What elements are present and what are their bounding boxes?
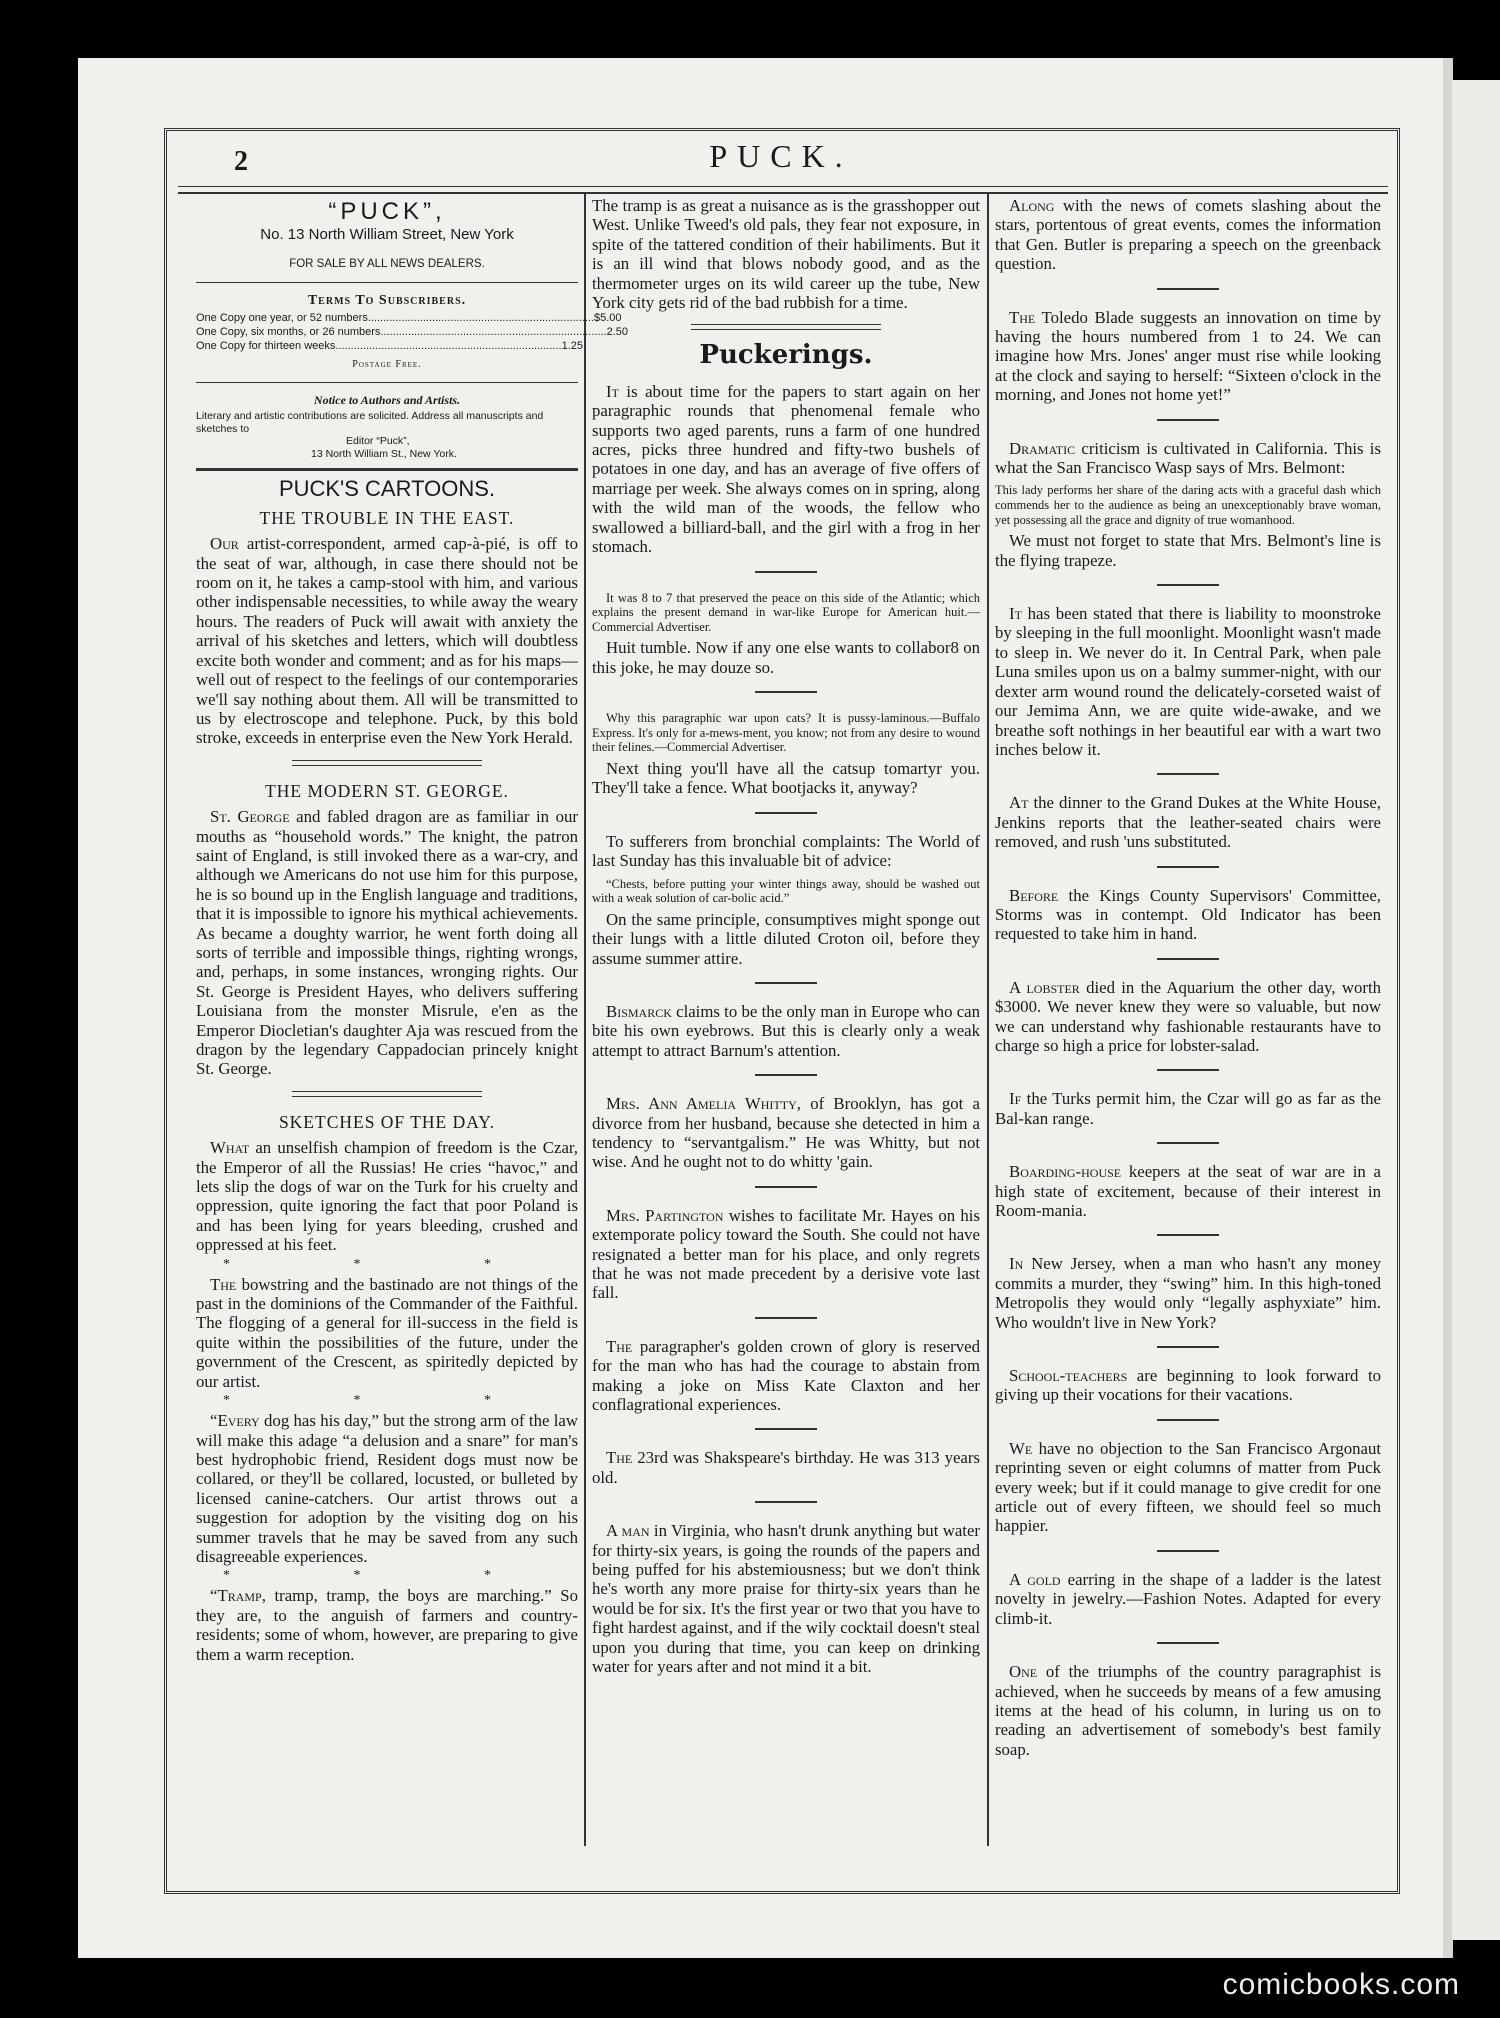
star-separator: * * * [223, 1393, 551, 1409]
term-label: One Copy one year, or 52 numbers [196, 311, 368, 324]
notice-address: 13 North William St., New York. [311, 447, 457, 460]
article-paragraph [995, 1162, 1381, 1220]
paragraph-text: an unselfish champion of freedom is the Czar, the Emperor of all the Russias! He cries “havoc,” and lets slip the dogs of war on the Turk for his cruelty and oppression, quite ignoring the fact that poor Poland is and has been lying for years bleeding, crushed and oppressed at his feet. [196, 1138, 578, 1255]
divider [755, 1501, 817, 1503]
divider [755, 571, 817, 573]
term-price: 2.50 [606, 325, 629, 338]
divider [755, 1074, 817, 1076]
paragraph-text: 23rd was Shakspeare's birthday. He was 313 years old. [592, 1448, 980, 1487]
lead-word: If [1009, 1089, 1022, 1109]
star-separator: * * * [223, 1256, 551, 1272]
term-price: 1.25 [561, 339, 583, 352]
paragraph-text: is about time for the papers to start again on her paragraphic rounds that phenomenal female who supports two aged parents, runs a farm of one hundred acres, picks three hundred and fifty-two bushels of potatoes in one day, and has an average of five offers of marriage per week. She always comes on in spring, along with the wild man of the woods, the fellow who swallowed a billiard-ball, and the girl with a frog in her stomach. [592, 381, 980, 557]
column-rule-1 [584, 192, 586, 1846]
article-paragraph [995, 978, 1381, 1056]
paragraph-text: bowstring and the bastinado are not things of the past in the dominions of the Commander of the Faithful. The flogging of a general for ill-success in the field is quite within the possibilities of the future, under the government of the Crescent, as spiritedly depicted by our artist. [196, 1274, 578, 1391]
paragraph-text: has been stated that there is liability to moonstroke by sleeping in the full moonlight. Moonlight wasn't made to sleep in. We never do it. In Central Park, when pale Luna smiles upon us on a balmy summer-night, with our dexter arm wound round the delicately-corseted waist of our Jemima Ann, we are quite wide-awake, and we breathe soft nothings in her beautiful ear with a wart two inches below it. [995, 604, 1381, 759]
lead-word: Along [1009, 196, 1055, 215]
paragraph-text: artist-correspondent, armed cap-à-pié, is off to the seat of war, although, in case there should not be room on it, he takes a camp-stool with him, and various other indispensable necessities, to while away the weary hours. The readers of Puck will await with anxiety the arrival of his sketches and letters, which will doubtless excite both wonder and comment; and as for his maps—well out of respect to the feelings of our contemporaries we'll say nothing about them. All will be transmitted to us by electroscope and telephone. Puck, by this bold stroke, exceeds in enterprise even the New York Herald. [196, 534, 578, 748]
divider [1157, 1550, 1219, 1552]
divider [1157, 584, 1219, 586]
divider [1157, 288, 1219, 290]
lead-word: One [1009, 1662, 1038, 1682]
lead-word: At [1009, 793, 1029, 813]
leader-dots: .......................................................................... [335, 339, 562, 352]
paragraph-text: have no objection to the San Francisco Argonaut reprinting seven or eight columns of matter from Puck every week; but if it could manage to give credit for one article out of every fifteen, we should feel so much happier. [995, 1438, 1381, 1536]
article-paragraph [592, 382, 980, 557]
article-paragraph [196, 1411, 578, 1566]
article-paragraph [995, 1089, 1381, 1128]
masthead-address: No. 13 North William Street, New York [260, 226, 514, 244]
divider [1157, 1346, 1219, 1348]
paragraph-text: criticism is cultivated in California. This is what the San Francisco Wasp says of Mrs. Belmont: [995, 438, 1381, 478]
star-separator: * * * [223, 1568, 551, 1584]
quoted-item: It was 8 to 7 that preserved the peace on this side of the Atlantic; which explains the present demand in war-like Europe for American huit.—Commercial Advertiser. [592, 590, 980, 634]
lead-word: We [1009, 1438, 1033, 1458]
lead-word: A gold [1009, 1569, 1061, 1589]
lead-word: A lobster [1009, 977, 1080, 997]
lead-word: Before [1009, 885, 1059, 905]
article-paragraph [196, 1586, 578, 1664]
paragraph-text: Toledo Blade suggests an innovation on time by having the hours numbered from 1 to 24. We can imagine how Mrs. Jones' anger must rise while looking at the clock and saying to herself: “Sixteen o'clock in the morning, and Jones not home yet!” [995, 307, 1381, 405]
paragraph-text: are beginning to look forward to giving up their vocations for their vacations. [995, 1366, 1381, 1405]
divider [1157, 958, 1219, 960]
puckerings-heading: Puckerings. [699, 340, 873, 371]
lead-word: School-teachers [1009, 1366, 1128, 1386]
paragraph-text: in Virginia, who hasn't drunk anything but water for thirty-six years, is going the rounds of the papers and being puffed for his abstemiousness; but we don't think he's worth any more praise for thirty-six years than he would be for six. It's the first year or two that you have to fight hardest against, and if the wily cocktail doesn't steal upon you during that time, you can keep on drinking water for years after and not mind it a bit. [592, 1521, 980, 1677]
divider [1157, 1069, 1219, 1071]
lead-word: St. George [210, 807, 290, 827]
article-paragraph [995, 793, 1381, 851]
divider [292, 1091, 482, 1097]
lead-word: Bismarck [606, 1001, 672, 1021]
lead-word: Boarding-house [1009, 1162, 1122, 1182]
divider [196, 382, 578, 383]
article-paragraph [196, 1275, 578, 1391]
term-row [196, 339, 583, 353]
lead-word: What [210, 1138, 250, 1158]
divider [292, 760, 482, 766]
page-number: 2 [234, 146, 248, 177]
lead-word: The [606, 1336, 633, 1356]
notice-body: Literary and artistic contributions are solicited. Address all manuscripts and sketches to [196, 410, 544, 435]
article-paragraph [995, 308, 1381, 405]
article-paragraph: The tramp is as great a nuisance as is the grasshopper out West. Unlike Tweed's old pals, they fear not exposure, in spite of the tattered condition of their habiliments. But it is an ill wind that blows nobody good, and as the thermometer urges on its wild career up the tube, New York city gets rid of the bad rubbish for a time. [592, 196, 980, 313]
article-paragraph [995, 1662, 1381, 1759]
paragraph-text: New Jersey, when a man who hasn't any money commits a murder, they “swing” him. In this high-toned Metropolis they would only “legally asphyxiate” him. Who wouldn't live in New York? [995, 1254, 1381, 1332]
divider [1157, 1419, 1219, 1421]
quoted-item: “Chests, before putting your winter things away, should be washed out with a weak solution of car-bolic acid.” [592, 876, 980, 906]
article-paragraph [196, 1138, 578, 1254]
paragraph-text: earring in the shape of a ladder is the latest novelty in jewelry.—Fashion Notes. Adapted for every climb-it. [995, 1569, 1381, 1628]
article-paragraph [995, 1570, 1381, 1628]
article-paragraph [592, 1206, 980, 1303]
divider [755, 982, 817, 984]
next-page-edge [1452, 80, 1500, 1940]
paragraph-text: wishes to facilitate Mr. Hayes on his extemporate policy toward the South. She could not have resignated a better man for his place, and only regrets that he was not made precedent by a derisive vote last fall. [592, 1205, 980, 1303]
section-heading: THE TROUBLE IN THE EAST. [259, 507, 515, 528]
article-paragraph [995, 1366, 1381, 1405]
article-paragraph [995, 604, 1381, 759]
lead-word: It [606, 381, 619, 401]
article-paragraph: We must not forget to state that Mrs. Belmont's line is the flying trapeze. [995, 531, 1381, 570]
divider [196, 468, 578, 471]
lead-word: The [1009, 307, 1036, 327]
divider [1157, 1142, 1219, 1144]
lead-word: Dramatic [1009, 438, 1076, 458]
article-paragraph: Huit tumble. Now if any one else wants to collabor8 on this joke, he may douze so. [592, 638, 980, 677]
quoted-item: This lady performs her share of the daring acts with a graceful dash which commends her to the audience as being an unexceptionably brave woman, yet possessing all the grace and dignity of true womanhood. [995, 483, 1381, 527]
article-paragraph [592, 1448, 980, 1487]
divider [755, 812, 817, 814]
lead-word: Our [210, 534, 239, 554]
column-3 [995, 196, 1381, 1846]
lead-word: Mrs. Ann Amelia Whitty, [606, 1094, 801, 1114]
article-paragraph [995, 1254, 1381, 1332]
paragraph-text: with the news of comets slashing about the stars, portentous of great events, comes the information that Gen. Butler is preparing a speech on the greenback question. [995, 196, 1381, 274]
masthead-title: “PUCK”, [328, 198, 446, 225]
paragraph-text: the Kings County Supervisors' Committee, Storms was in contempt. Old Indicator has been requested to take him in hand. [995, 885, 1381, 944]
paragraph-text: tramp, tramp, the boys are marching.” So they are, to the anguish of farmers and country-residents; some of whom, however, are preparing to give them a warm reception. [196, 1586, 578, 1664]
lead-word: Mrs. Partington [606, 1205, 724, 1225]
section-heading: THE MODERN ST. GEORGE. [265, 780, 509, 801]
notice-editor: Editor “Puck”, [346, 435, 410, 448]
notice-title: Notice to Authors and Artists. [313, 393, 461, 408]
article-paragraph: To sufferers from bronchial complaints: The World of last Sunday has this invaluable bit of advice: [592, 831, 980, 871]
terms-title: Terms To Subscribers. [307, 293, 467, 309]
column-rule-2 [987, 192, 989, 1846]
column-2 [592, 196, 980, 1846]
quoted-item: Why this paragraphic war upon cats? It is pussy-laminous.—Buffalo Express. It's only for a-mews-ment, you know; not from any desire to wound their felines.—Commercial Advertiser. [592, 711, 980, 755]
article-paragraph [995, 886, 1381, 944]
header-rule [178, 186, 1388, 194]
term-label: One Copy, six months, or 26 numbers [196, 325, 381, 338]
divider [755, 1428, 817, 1430]
term-label: One Copy for thirteen weeks [196, 339, 336, 352]
masthead-dealers: FOR SALE BY ALL NEWS DEALERS. [289, 257, 485, 270]
article-paragraph: Next thing you'll have all the catsup tomartyr you. They'll take a fence. What bootjacks it, anyway? [592, 758, 980, 798]
postage-note: Postage Free. [352, 358, 422, 370]
article-paragraph [995, 1439, 1381, 1536]
cartoons-title: PUCK'S CARTOONS. [278, 476, 496, 502]
divider [755, 1186, 817, 1188]
term-price: $5.00 [593, 311, 622, 324]
divider [1157, 419, 1219, 421]
paragraph-text: paragrapher's golden crown of glory is reserved for the man who has had the courage to abstain from making a joke on Miss Kate Claxton and her conflagrational experiences. [592, 1336, 980, 1414]
divider [1157, 1642, 1219, 1644]
divider [196, 282, 578, 283]
masthead [196, 198, 629, 460]
lead-word: The [606, 1448, 633, 1468]
article-paragraph [196, 807, 578, 1079]
term-row [196, 311, 622, 325]
lead-word: A man [606, 1521, 650, 1541]
paragraph-text: of the triumphs of the country paragraphist is achieved, when he succeeds by means of a few amusing items at the head of his column, in luring us on to reading an advertisement of somebody's best family soap. [995, 1662, 1381, 1759]
lead-word: “Every [210, 1411, 260, 1431]
paragraph-text: keepers at the seat of war are in a high state of excitement, because of their interest in Room-mania. [995, 1162, 1381, 1220]
paragraph-text: the dinner to the Grand Dukes at the White House, Jenkins reports that the leather-seated chairs were removed, and rush 'uns substituted. [995, 793, 1381, 852]
divider [1157, 773, 1219, 775]
divider [691, 324, 881, 330]
section-heading: SKETCHES OF THE DAY. [278, 1111, 496, 1132]
paragraph-text: the Turks permit him, the Czar will go as far as the Bal-kan range. [995, 1089, 1381, 1128]
article-paragraph [995, 196, 1381, 274]
article-paragraph [196, 534, 578, 747]
divider [1157, 1234, 1219, 1236]
leader-dots: .......................................................................... [380, 325, 607, 338]
article-paragraph [995, 439, 1381, 478]
paragraph-text: claims to be the only man in Europe who can bite his own eyebrows. But this is clearly only a weak attempt to attract Barnum's attention. [592, 1001, 980, 1060]
divider [1157, 866, 1219, 868]
page-header [164, 138, 1398, 178]
article-paragraph [592, 1002, 980, 1060]
paragraph-text: and fabled dragon are as familiar in our mouths as “household words.” The knight, the patron saint of England, is still invoked there as a war-cry, and although we Americans do not use him for this purpose, he is so bound up in the English language and traditions, that it is impossible to ignore his mythical achievements. As became a doughty warrior, he went forth doing all sorts of terrible and impossible things, righting wrongs, and, perhaps, in some instances, wronging rights. Our St. George is President Hayes, who delivers suffering Louisiana from the monster Misrule, e'en as the Emperor Diocletian's daughter Aja was rescued from the dragon by the legendary Cappadocian princely knight St. George. [196, 807, 578, 1079]
article-paragraph [592, 1094, 980, 1172]
article-paragraph [592, 1521, 980, 1676]
lead-word: It [1009, 604, 1022, 624]
paragraph-text: dog has his day,” but the strong arm of the law will make this adage “a delusion and a snare” for man's best hydrophobic friend, Resident dogs must now be collared, or they'll be collared, locusted, or bulleted by licensed canine-catchers. Our artist throws out a suggestion for adoption by the visiting dog on his summer travels that he may be saved from any such disagreeable experiences. [196, 1411, 578, 1566]
divider [755, 691, 817, 693]
lead-word: “Tramp, [210, 1586, 266, 1606]
article-paragraph [592, 1337, 980, 1415]
lead-word: In [1009, 1254, 1024, 1274]
term-row [196, 325, 629, 339]
watermark: comicbooks.com [1222, 1968, 1460, 2001]
article-paragraph: On the same principle, consumptives might sponge out their lungs with a little diluted Croton oil, before they assume summer attire. [592, 909, 980, 968]
page-title: PUCK. [709, 138, 853, 174]
divider [755, 1317, 817, 1319]
paragraph-text: died in the Aquarium the other day, worth $3000. We never knew they were so valuable, but now we can understand why fashionable restaurants have to charge so high a price for lobster-salad. [995, 977, 1382, 1055]
lead-word: The [210, 1274, 237, 1294]
paragraph-text: of Brooklyn, has got a divorce from her husband, because she detected in him a tendency to “servantgalism.” He was Whitty, but not wise. And he ought not to do whitty 'gain. [592, 1094, 980, 1172]
leader-dots: .......................................................................... [367, 311, 594, 324]
